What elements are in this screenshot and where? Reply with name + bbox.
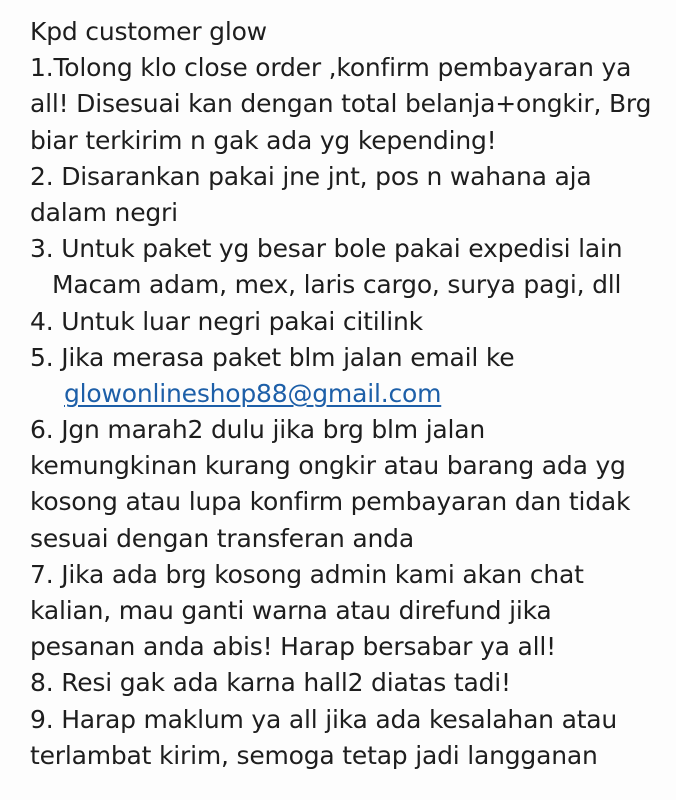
item-8-line-1: 8. Resi gak ada karna hall2 diatas tadi! xyxy=(30,668,511,698)
item-6-line-3: kosong atau lupa konfirm pembayaran dan tidak xyxy=(30,487,631,517)
item-3-line-1: 3. Untuk paket yg besar bole pakai expedisi lain xyxy=(30,234,623,264)
item-1-line-1: 1.Tolong klo close order ,konfirm pembayaran ya xyxy=(30,53,632,83)
email-link[interactable]: glowonlineshop88@gmail.com xyxy=(64,378,442,408)
email-line xyxy=(30,376,670,412)
item-5-line-1: 5. Jika merasa paket blm jalan email ke xyxy=(30,342,515,372)
item-7-line-2: kalian, mau ganti warna atau direfund jika xyxy=(30,596,552,625)
item-4-line-1: 4. Untuk luar negri pakai citilink xyxy=(30,306,423,336)
item-9-line-2: terlambat kirim, semoga tetap jadi langganan xyxy=(30,740,598,770)
item-7-line-1: 7. Jika ada brg kosong admin kami akan chat xyxy=(30,559,584,589)
item-1-line-3: biar terkirim n gak ada yg kepending! xyxy=(30,125,497,155)
item-2-line-2: dalam negri xyxy=(30,197,178,227)
note-text xyxy=(30,14,670,774)
item-2-line-1: 2. Disarankan pakai jne jnt, pos n wahana aja xyxy=(30,161,592,191)
item-1-line-2: all! Disesuai kan dengan total belanja+ongkir, Brg xyxy=(30,89,652,119)
item-6-line-1: 6. Jgn marah2 dulu jika brg blm jalan xyxy=(30,415,486,445)
note-title: Kpd customer glow xyxy=(30,17,267,46)
item-9-line-1: 9. Harap maklum ya all jika ada kesalahan atau xyxy=(30,704,618,734)
item-7-line-3: pesanan anda abis! Harap bersabar ya all! xyxy=(30,632,556,662)
item-6-line-4: sesuai dengan transferan anda xyxy=(30,523,414,553)
item-6-line-2: kemungkinan kurang ongkir atau barang ada yg xyxy=(30,451,626,481)
item-3-line-2: Macam adam, mex, laris cargo, surya pagi, dll xyxy=(52,270,622,300)
